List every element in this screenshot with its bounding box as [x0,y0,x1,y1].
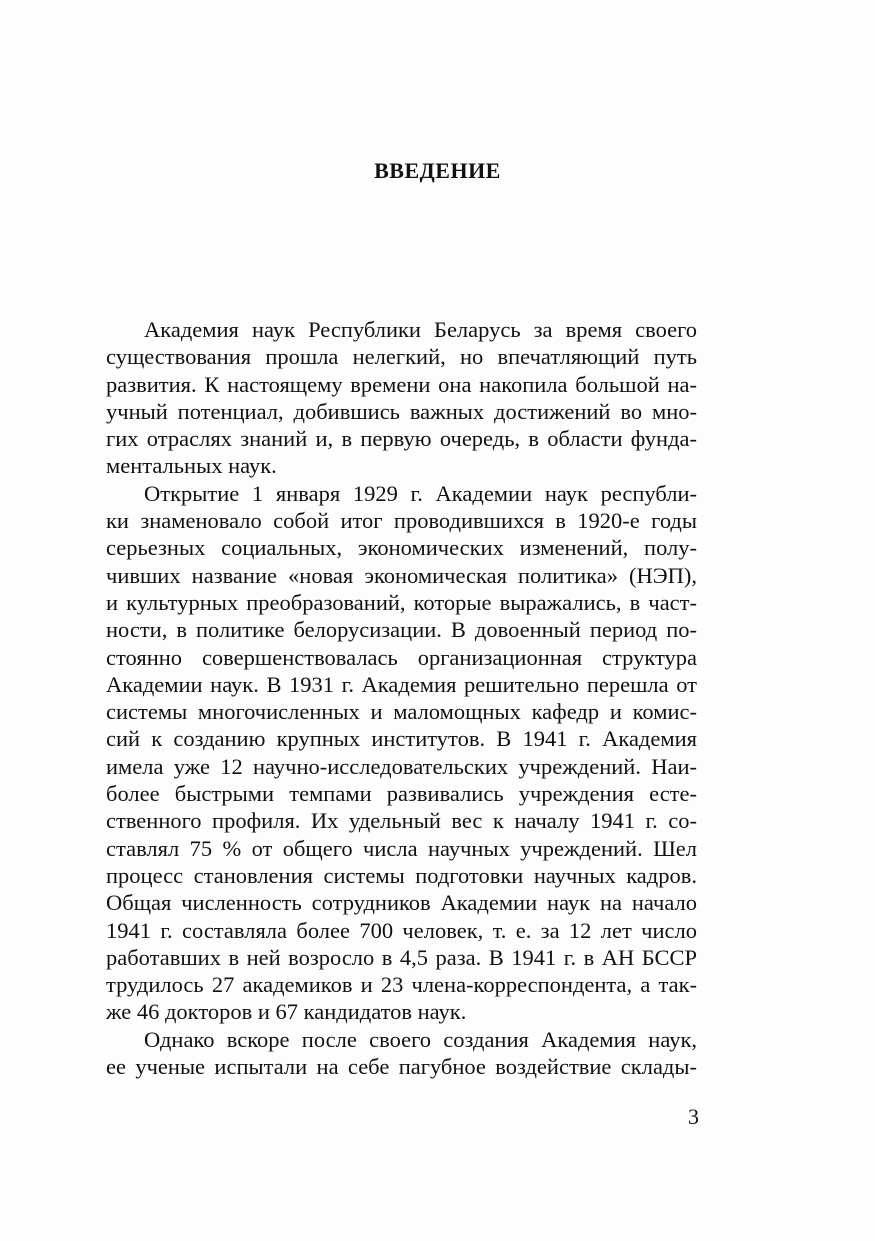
text-line: ки знаменовало собой итог проводившихся в 1920-е годы [106,508,697,534]
text-line: более быстрыми темпами развивались учреждения есте- [106,781,697,807]
text-line: существования прошла нелегкий, но впечатляющий путь [106,344,697,370]
text-line: ментальных наук. [106,453,277,479]
text-line: чивших название «новая экономическая политика» (НЭП), [106,562,697,588]
text-line: Однако вскоре после своего создания Академия наук, [144,1026,697,1052]
text-line: же 46 докторов и 67 кандидатов наук. [106,999,467,1025]
page-number: 3 [688,1104,699,1129]
text-line: Академия наук Республики Беларусь за время своего [144,317,697,342]
text-line: развития. К настоящему времени она накопила большой на- [106,371,697,397]
text-line: Общая численность сотрудников Академии наук на начало [106,890,697,916]
text-line: стоянно совершенствовалась организационная структура [106,644,697,670]
text-line: ставлял 75 % от общего числа научных учреждений. Шел [106,835,697,861]
body-text [106,316,697,1080]
text-line: процесс становления системы подготовки научных кадров. [106,862,697,888]
text-line: ственного профиля. Их удельный вес к началу 1941 г. со- [106,808,697,834]
text-line: гих отраслях знаний и, в первую очередь, в области фунда- [106,426,697,452]
text-line: ности, в политике белорусизации. В довоенный период по- [106,617,697,643]
text-line: Академии наук. В 1931 г. Академия решительно перешла от [106,671,697,697]
text-line: серьезных социальных, экономических изменений, полу- [106,535,697,561]
text-line: учный потенциал, добившись важных достижений во мно- [106,398,697,424]
text-line: Открытие 1 января 1929 г. Академии наук республи- [144,480,697,506]
text-line: трудилось 27 академиков и 23 члена-корреспондента, а так- [106,972,697,998]
text-line: системы многочисленных и маломощных кафедр и комис- [106,699,697,725]
text-line: ее ученые испытали на себе пагубное воздействие склады- [106,1054,697,1080]
text-line: 1941 г. составляла более 700 человек, т. е. за 12 лет число [106,917,697,943]
text-line: сий к созданию крупных институтов. В 1941 г. Академия [106,726,697,752]
chapter-heading: ВВЕДЕНИЕ [374,158,501,183]
text-line: имела уже 12 научно-исследовательских учреждений. Наи- [106,753,697,779]
text-line: и культурных преобразований, которые выражались, в част- [106,589,697,615]
text-line: работавших в ней возросло в 4,5 раза. В 1941 г. в АН БССР [106,944,697,970]
